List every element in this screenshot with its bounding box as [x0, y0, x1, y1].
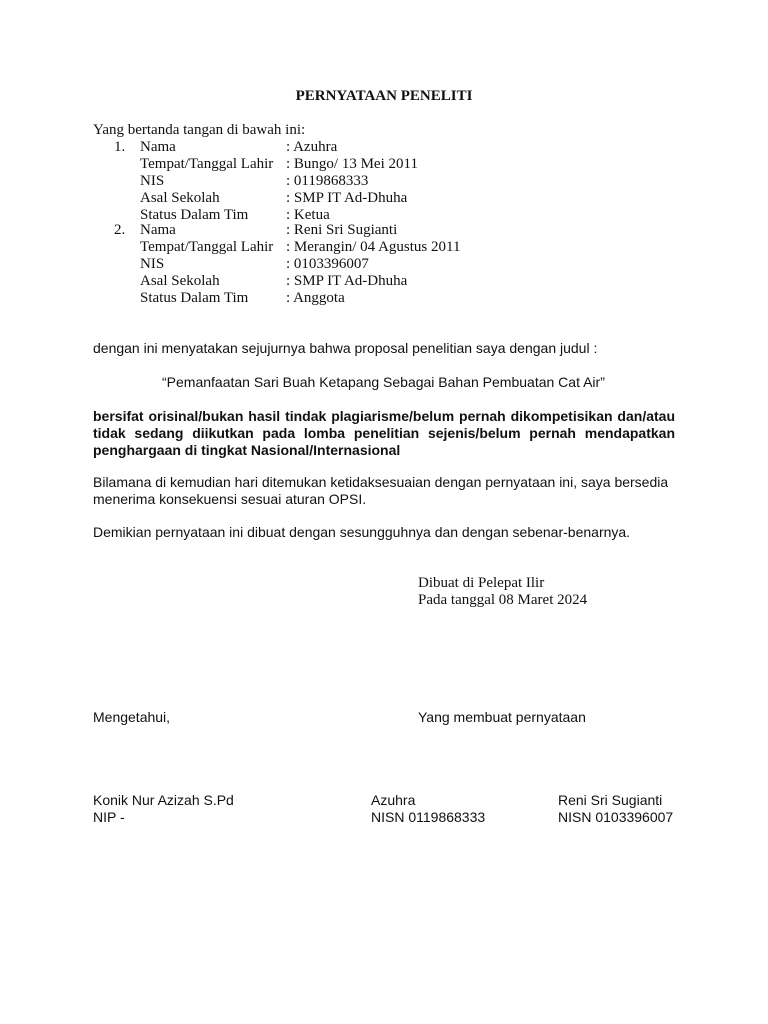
- place-line: Dibuat di Pelepat Ilir: [418, 575, 545, 591]
- declarant-label: Yang membuat pernyataan: [418, 709, 586, 725]
- field-value: : 0119868333: [286, 173, 369, 189]
- field-value: : SMP IT Ad-Dhuha: [286, 273, 408, 289]
- member2-id: NISN 0103396007: [558, 809, 674, 825]
- member1-id: NISN 0119868333: [371, 809, 486, 825]
- field-label: Status Dalam Tim: [140, 207, 249, 223]
- intro-text: Yang bertanda tangan di bawah ini:: [93, 122, 306, 138]
- field-label: Tempat/Tanggal Lahir: [140, 156, 274, 172]
- field-label: NIS: [140, 173, 165, 189]
- field-label: Nama: [140, 222, 176, 238]
- list-number: 1.: [114, 139, 126, 155]
- field-label: NIS: [140, 256, 165, 272]
- field-value: : Ketua: [286, 207, 330, 223]
- consequence-line-2: menerima konsekuensi sesuai aturan OPSI.: [93, 491, 367, 507]
- field-label: Nama: [140, 139, 176, 155]
- consequence-line-1: Bilamana di kemudian hari ditemukan ketidaksesuaian dengan pernyataan ini, saya bersedia: [93, 474, 669, 490]
- date-line: Pada tanggal 08 Maret 2024: [418, 592, 588, 608]
- field-label: Asal Sekolah: [140, 273, 220, 289]
- statement-lead: dengan ini menyatakan sejujurnya bahwa proposal penelitian saya dengan judul :: [93, 340, 598, 356]
- acknowledged-label: Mengetahui,: [93, 709, 171, 725]
- closing-statement: Demikian pernyataan ini dibuat dengan sesungguhnya dan dengan sebenar-benarnya.: [93, 524, 631, 540]
- field-label: Asal Sekolah: [140, 190, 220, 206]
- field-value: : Reni Sri Sugianti: [286, 222, 398, 238]
- field-value: : Merangin/ 04 Agustus 2011: [286, 239, 461, 255]
- member2-name: Reni Sri Sugianti: [558, 792, 663, 808]
- list-number: 2.: [114, 222, 126, 238]
- field-label: Tempat/Tanggal Lahir: [140, 239, 274, 255]
- research-title: “Pemanfaatan Sari Buah Ketapang Sebagai Bahan Pembuatan Cat Air”: [162, 374, 605, 390]
- field-value: : SMP IT Ad-Dhuha: [286, 190, 408, 206]
- field-value: : Bungo/ 13 Mei 2011: [286, 156, 418, 172]
- field-value: : Anggota: [286, 290, 345, 306]
- field-label: Status Dalam Tim: [140, 290, 249, 306]
- supervisor-id: NIP -: [93, 809, 125, 825]
- field-value: : 0103396007: [286, 256, 369, 272]
- member1-name: Azuhra: [371, 792, 416, 808]
- supervisor-name: Konik Nur Azizah S.Pd: [93, 792, 234, 808]
- document-title: PERNYATAAN PENELITI: [295, 88, 473, 104]
- field-value: : Azuhra: [286, 139, 338, 155]
- originality-statement: bersifat orisinal/bukan hasil tindak plagiarisme/belum pernah dikompetisikan dan/atau tidak sedang diikutkan pada lomba penelitian sejenis/belum pernah mendapatkan penghargaan di tingkat Nasional/Internasional: [93, 408, 675, 458]
